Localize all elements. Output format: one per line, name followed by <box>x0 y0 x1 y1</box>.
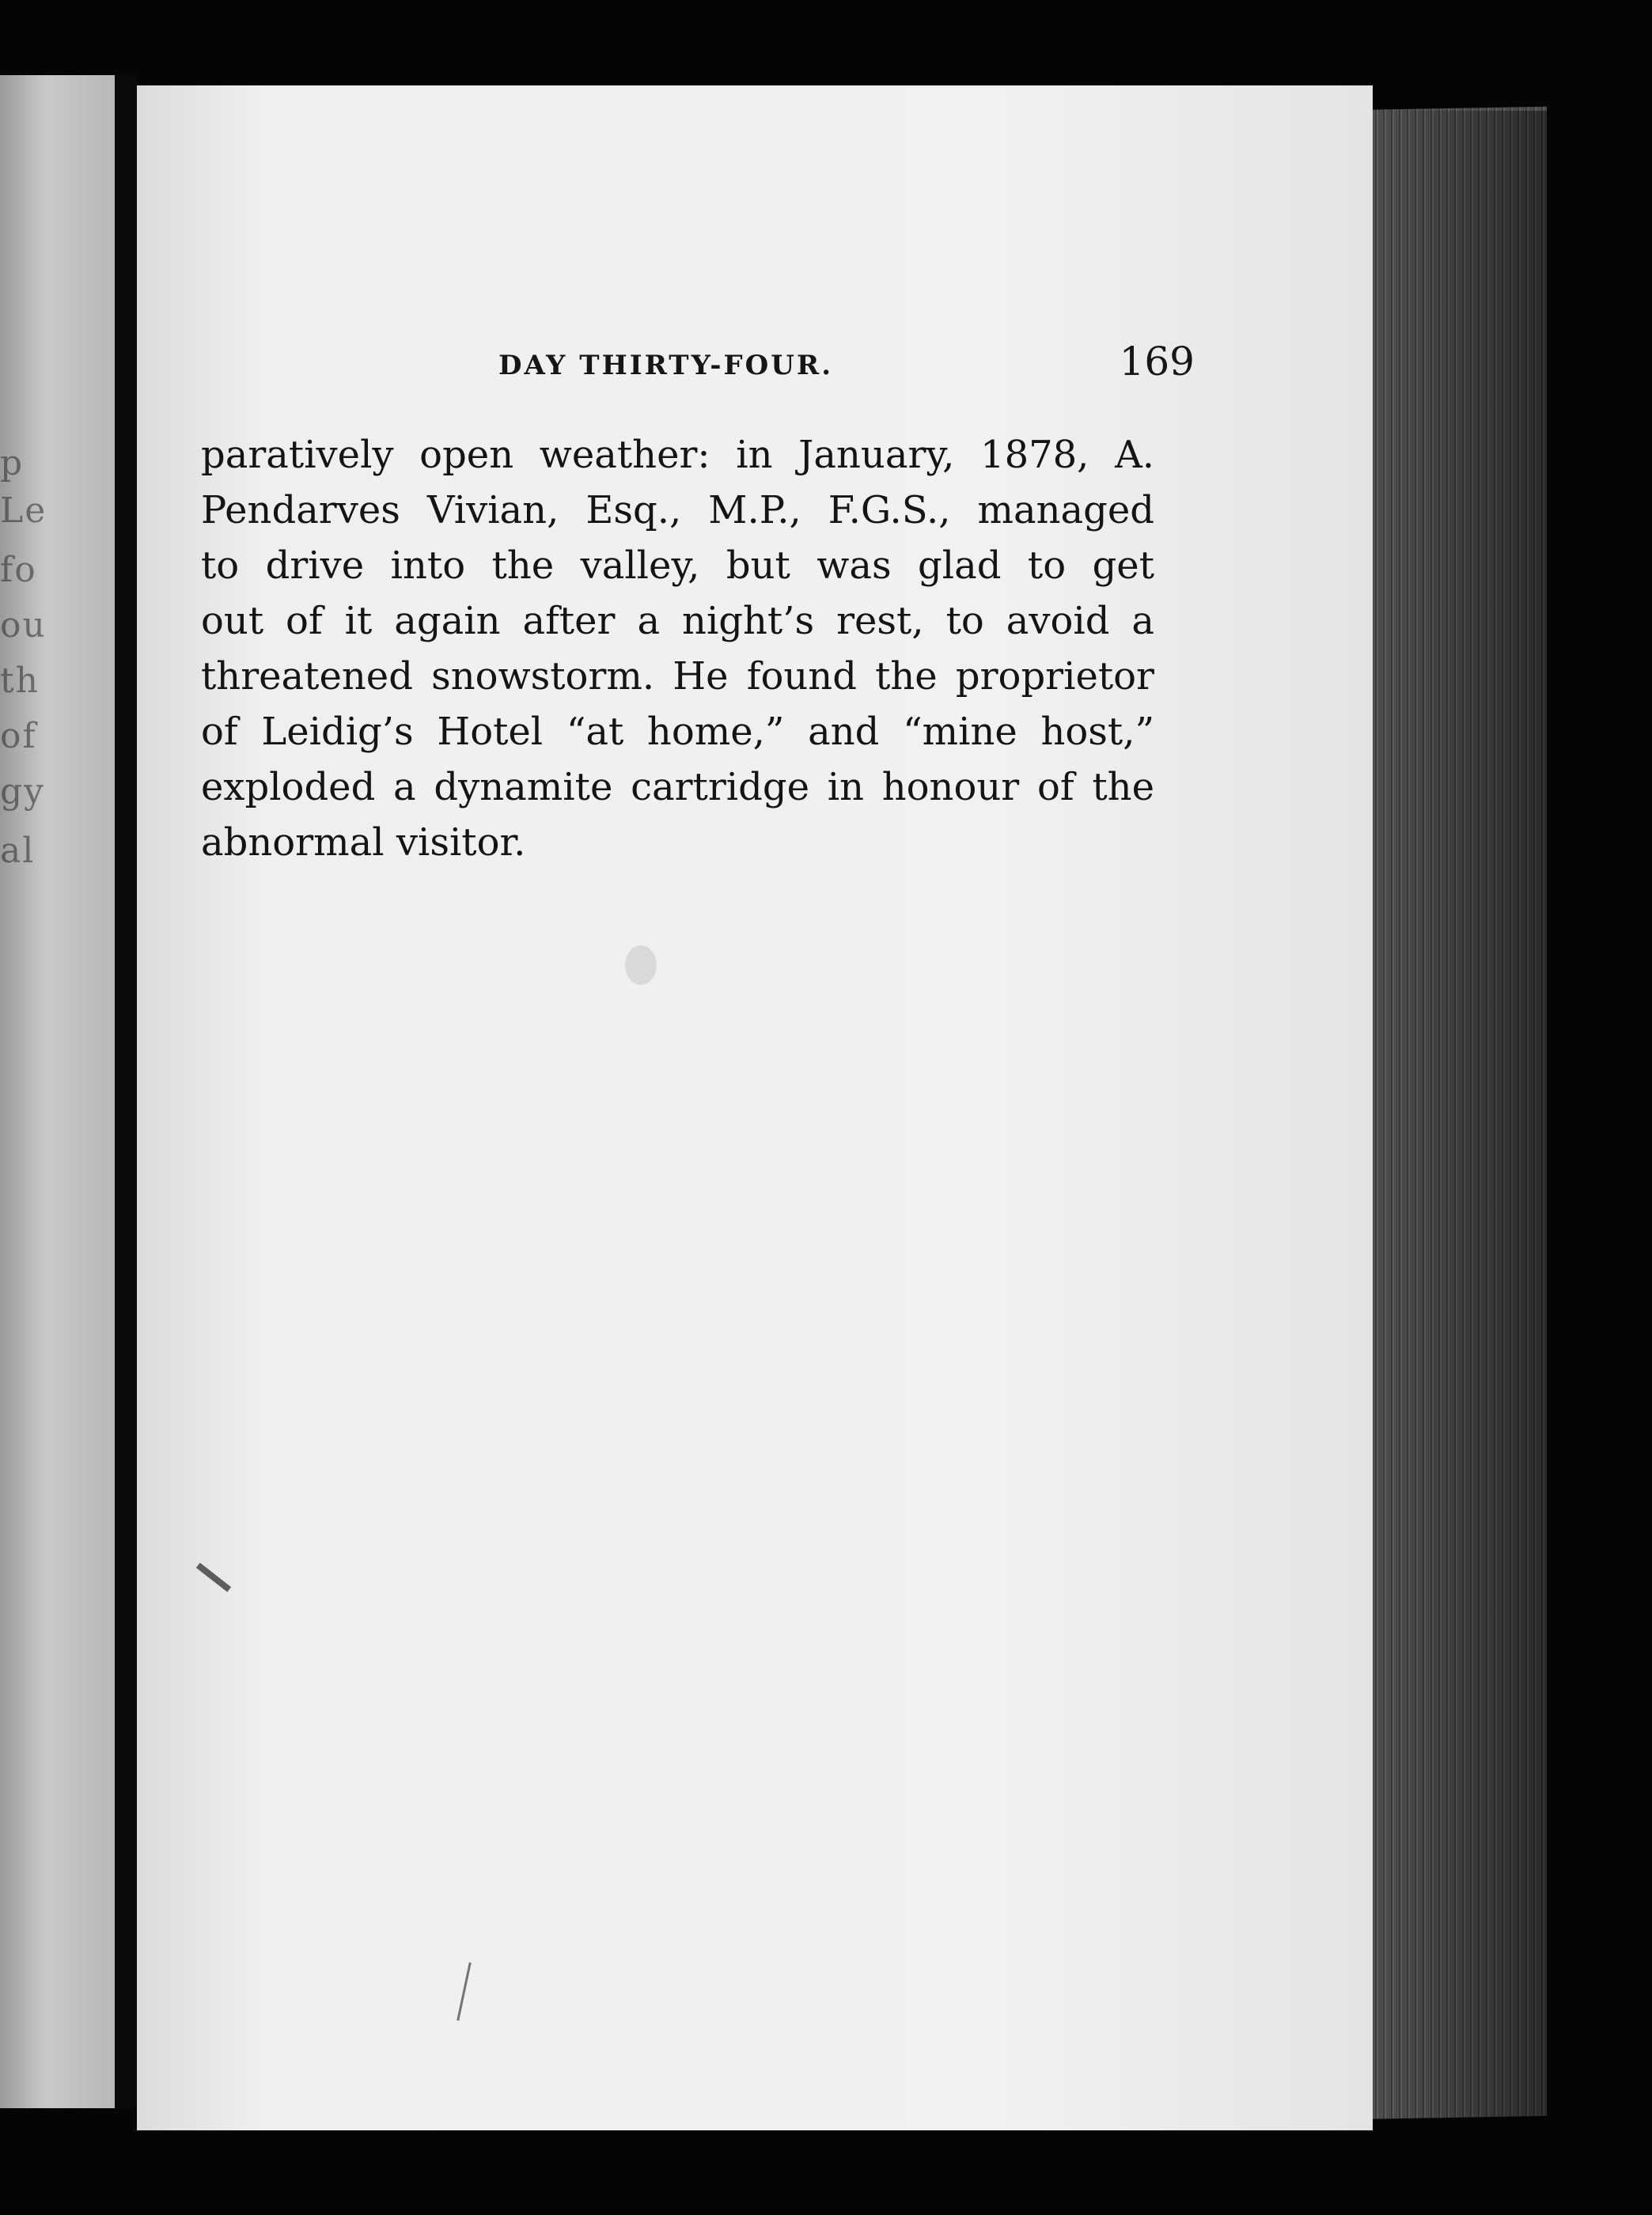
page-number: 169 <box>1119 339 1195 384</box>
previous-page-fragment: th <box>0 661 40 701</box>
previous-page-fragment: al <box>0 831 36 871</box>
previous-page-edge <box>0 75 115 2108</box>
previous-page-fragment: ou <box>0 605 47 646</box>
previous-page-fragment: Le <box>0 490 47 531</box>
previous-page-fragment: of <box>0 716 37 756</box>
text-line: of Leidig’s Hotel “at home,” and “mine host,” <box>201 710 1154 754</box>
previous-page-fragment: p <box>0 443 25 483</box>
page-header <box>498 339 1195 394</box>
page-body-text <box>201 427 1154 870</box>
text-line: exploded a dynamite cartridge in honour of the <box>201 765 1154 809</box>
scan-smudge <box>625 945 657 985</box>
previous-page-fragment: fo <box>0 550 37 590</box>
text-line: paratively open weather: in January, 1878, A. <box>201 433 1154 477</box>
text-line: threatened snowstorm. He found the proprietor <box>201 654 1154 699</box>
text-line: out of it again after a night’s rest, to avoid a <box>201 599 1154 643</box>
previous-page-fragment: gy <box>0 771 46 812</box>
running-head: DAY THIRTY-FOUR. <box>498 350 834 381</box>
text-line: to drive into the valley, but was glad to get <box>201 543 1154 588</box>
book-gutter <box>115 75 137 2108</box>
text-line: Pendarves Vivian, Esq., M.P., F.G.S., managed <box>201 488 1154 532</box>
text-line: abnormal visitor. <box>201 820 526 865</box>
